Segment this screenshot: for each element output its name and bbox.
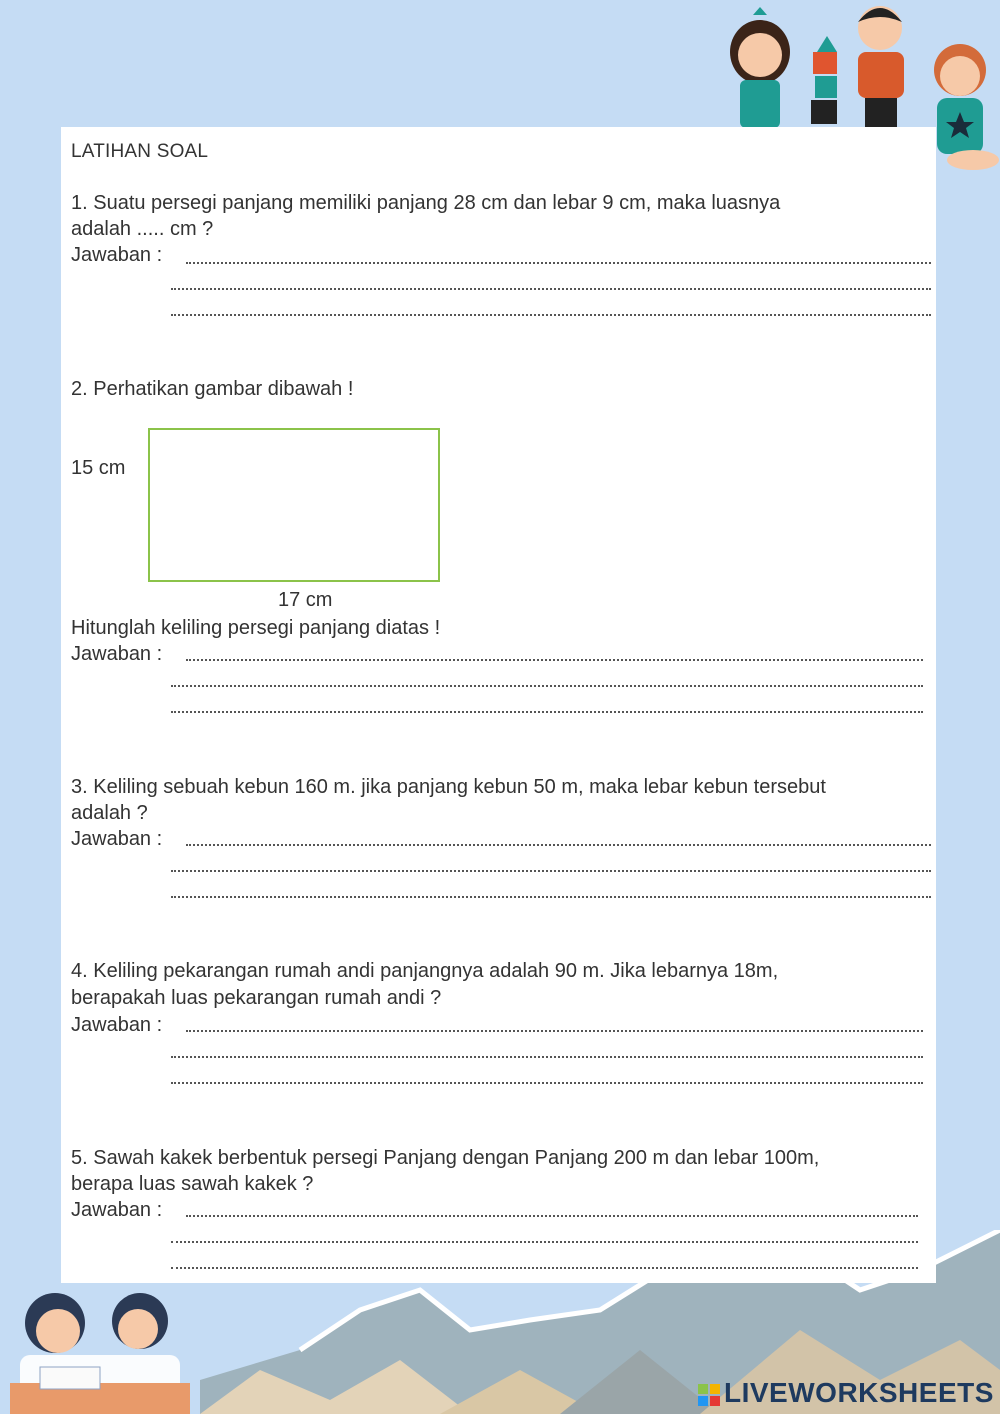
question-2-line-1: 2. Perhatikan gambar dibawah ! [71, 378, 354, 400]
answer-label-4: Jawaban : [71, 1014, 163, 1036]
answer-line-2c[interactable] [171, 711, 923, 713]
worksheet-title: LATIHAN SOAL [71, 141, 209, 162]
question-3-line-1: 3. Keliling sebuah kebun 160 m. jika panjang kebun 50 m, maka lebar kebun tersebut [71, 776, 826, 798]
question-5-line-1: 5. Sawah kakek berbentuk persegi Panjang dengan Panjang 200 m dan lebar 100m, [71, 1147, 820, 1169]
answer-label-3: Jawaban : [71, 828, 163, 850]
answer-line-4b[interactable] [171, 1056, 923, 1058]
answer-line-1c[interactable] [171, 314, 931, 316]
rectangle-figure [148, 428, 440, 582]
question-1-line-2: adalah ..... cm ? [71, 218, 214, 240]
question-4-line-2: berapakah luas pekarangan rumah andi ? [71, 987, 442, 1009]
answer-line-3b[interactable] [171, 870, 931, 872]
answer-line-5b[interactable] [171, 1241, 918, 1243]
answer-line-1b[interactable] [171, 288, 931, 290]
question-1-line-1: 1. Suatu persegi panjang memiliki panjang 28 cm dan lebar 9 cm, maka luasnya [71, 192, 781, 214]
answer-label-5: Jawaban : [71, 1199, 163, 1221]
students-illustration [0, 1283, 200, 1414]
rectangle-height-label: 15 cm [71, 457, 126, 479]
answer-line-4c[interactable] [171, 1082, 923, 1084]
answer-label-1: Jawaban : [71, 244, 163, 266]
answer-label-2: Jawaban : [71, 643, 163, 665]
answer-line-3c[interactable] [171, 896, 931, 898]
answer-line-2a[interactable] [186, 659, 923, 661]
answer-line-5a[interactable] [186, 1215, 918, 1217]
question-4-line-1: 4. Keliling pekarangan rumah andi panjangnya adalah 90 m. Jika lebarnya 18m, [71, 960, 779, 982]
liveworksheets-brand[interactable]: LIVEWORKSHEETS [724, 1377, 994, 1408]
question-3-line-2: adalah ? [71, 802, 148, 824]
answer-line-3a[interactable] [186, 844, 931, 846]
answer-line-4a[interactable] [186, 1030, 923, 1032]
answer-line-1a[interactable] [186, 262, 931, 264]
answer-line-5c[interactable] [171, 1267, 918, 1269]
worksheet-paper [61, 127, 936, 1283]
liveworksheets-logo-icon [698, 1384, 720, 1406]
rectangle-width-label: 17 cm [278, 589, 333, 611]
question-5-line-2: berapa luas sawah kakek ? [71, 1173, 314, 1195]
answer-line-2b[interactable] [171, 685, 923, 687]
question-2-instruction: Hitunglah keliling persegi panjang diatas ! [71, 617, 441, 639]
